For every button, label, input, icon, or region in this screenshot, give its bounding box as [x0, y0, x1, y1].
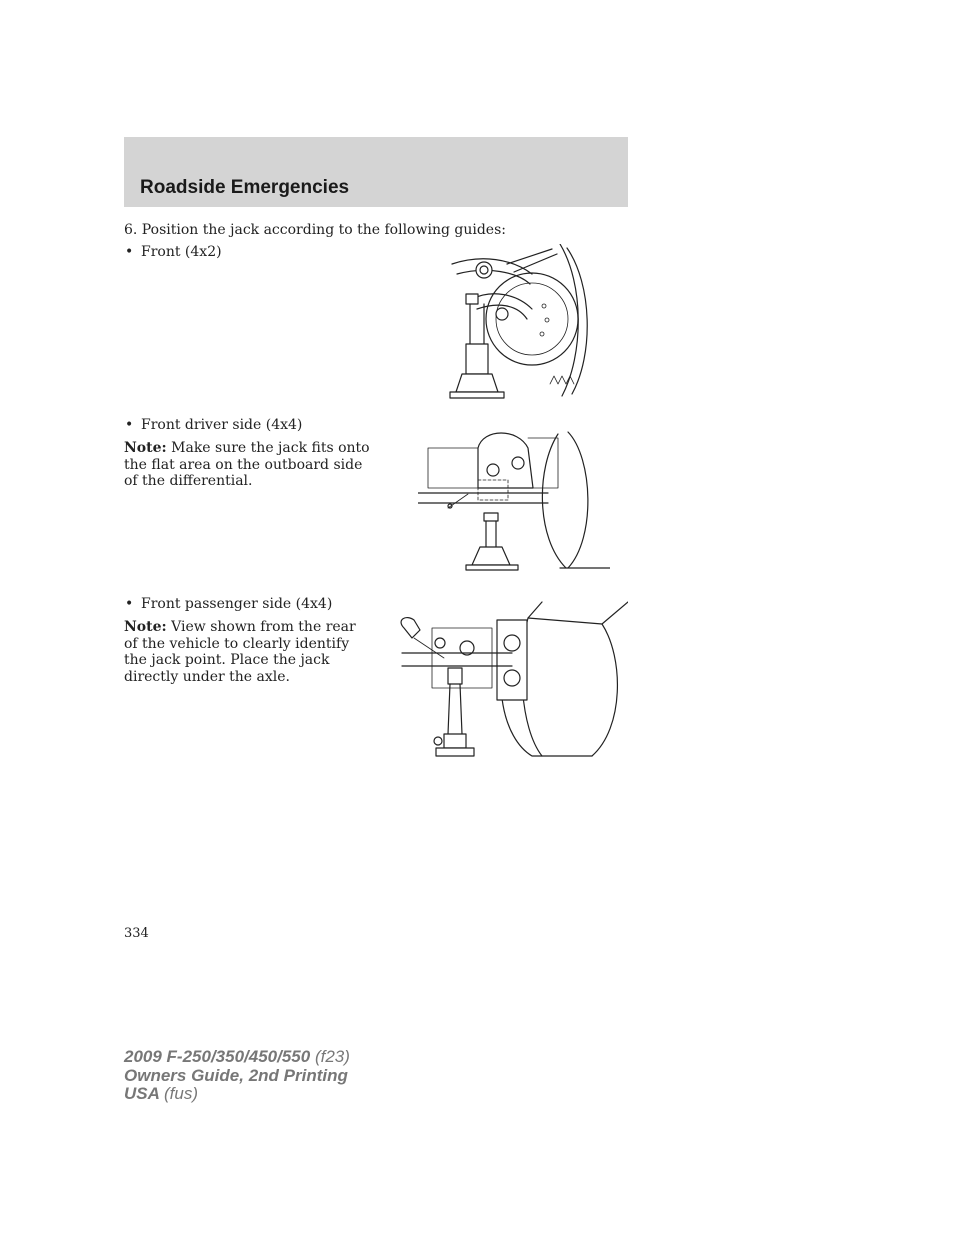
guide-label: Front driver side (4x4): [141, 417, 303, 433]
note-text: View shown from the rear of the vehicle to clearly identify the jack point. Place the jack directly under the axle.: [124, 619, 356, 685]
section-title: Roadside Emergencies: [140, 177, 350, 198]
footer-line-1: [124, 1048, 350, 1067]
footer-model-code: (f23): [314, 1047, 350, 1066]
footer-market: USA: [124, 1084, 160, 1103]
note-text: Make sure the jack fits onto the flat area on the outboard side of the differential.: [124, 440, 370, 489]
guide-front-driver-4x4: [124, 417, 421, 434]
note-label: Note:: [124, 619, 167, 635]
footer: [124, 1048, 350, 1104]
bullet-icon: •: [125, 417, 134, 433]
note-passenger-side: [124, 619, 372, 685]
section-header: [124, 137, 628, 207]
jack-driver-side-illustration: [418, 418, 610, 578]
step-instruction: 6. Position the jack according to the following guides:: [124, 222, 506, 238]
footer-market-code: (fus): [164, 1084, 198, 1103]
guide-front-passenger-4x4: [124, 596, 401, 613]
bullet-icon: •: [125, 596, 134, 612]
footer-model: 2009 F-250/350/450/550: [124, 1047, 311, 1066]
footer-line-3: [124, 1085, 350, 1104]
guide-front-4x2: [124, 244, 421, 261]
note-label: Note:: [124, 440, 167, 456]
note-driver-side: [124, 440, 376, 490]
page-number: 334: [124, 926, 149, 941]
jack-passenger-side-illustration: [392, 598, 628, 762]
footer-line-2: Owners Guide, 2nd Printing: [124, 1065, 348, 1085]
guide-label: Front (4x2): [141, 244, 222, 260]
guide-label: Front passenger side (4x4): [141, 596, 333, 612]
jack-front-4x2-illustration: [432, 244, 592, 409]
bullet-icon: •: [125, 244, 134, 260]
